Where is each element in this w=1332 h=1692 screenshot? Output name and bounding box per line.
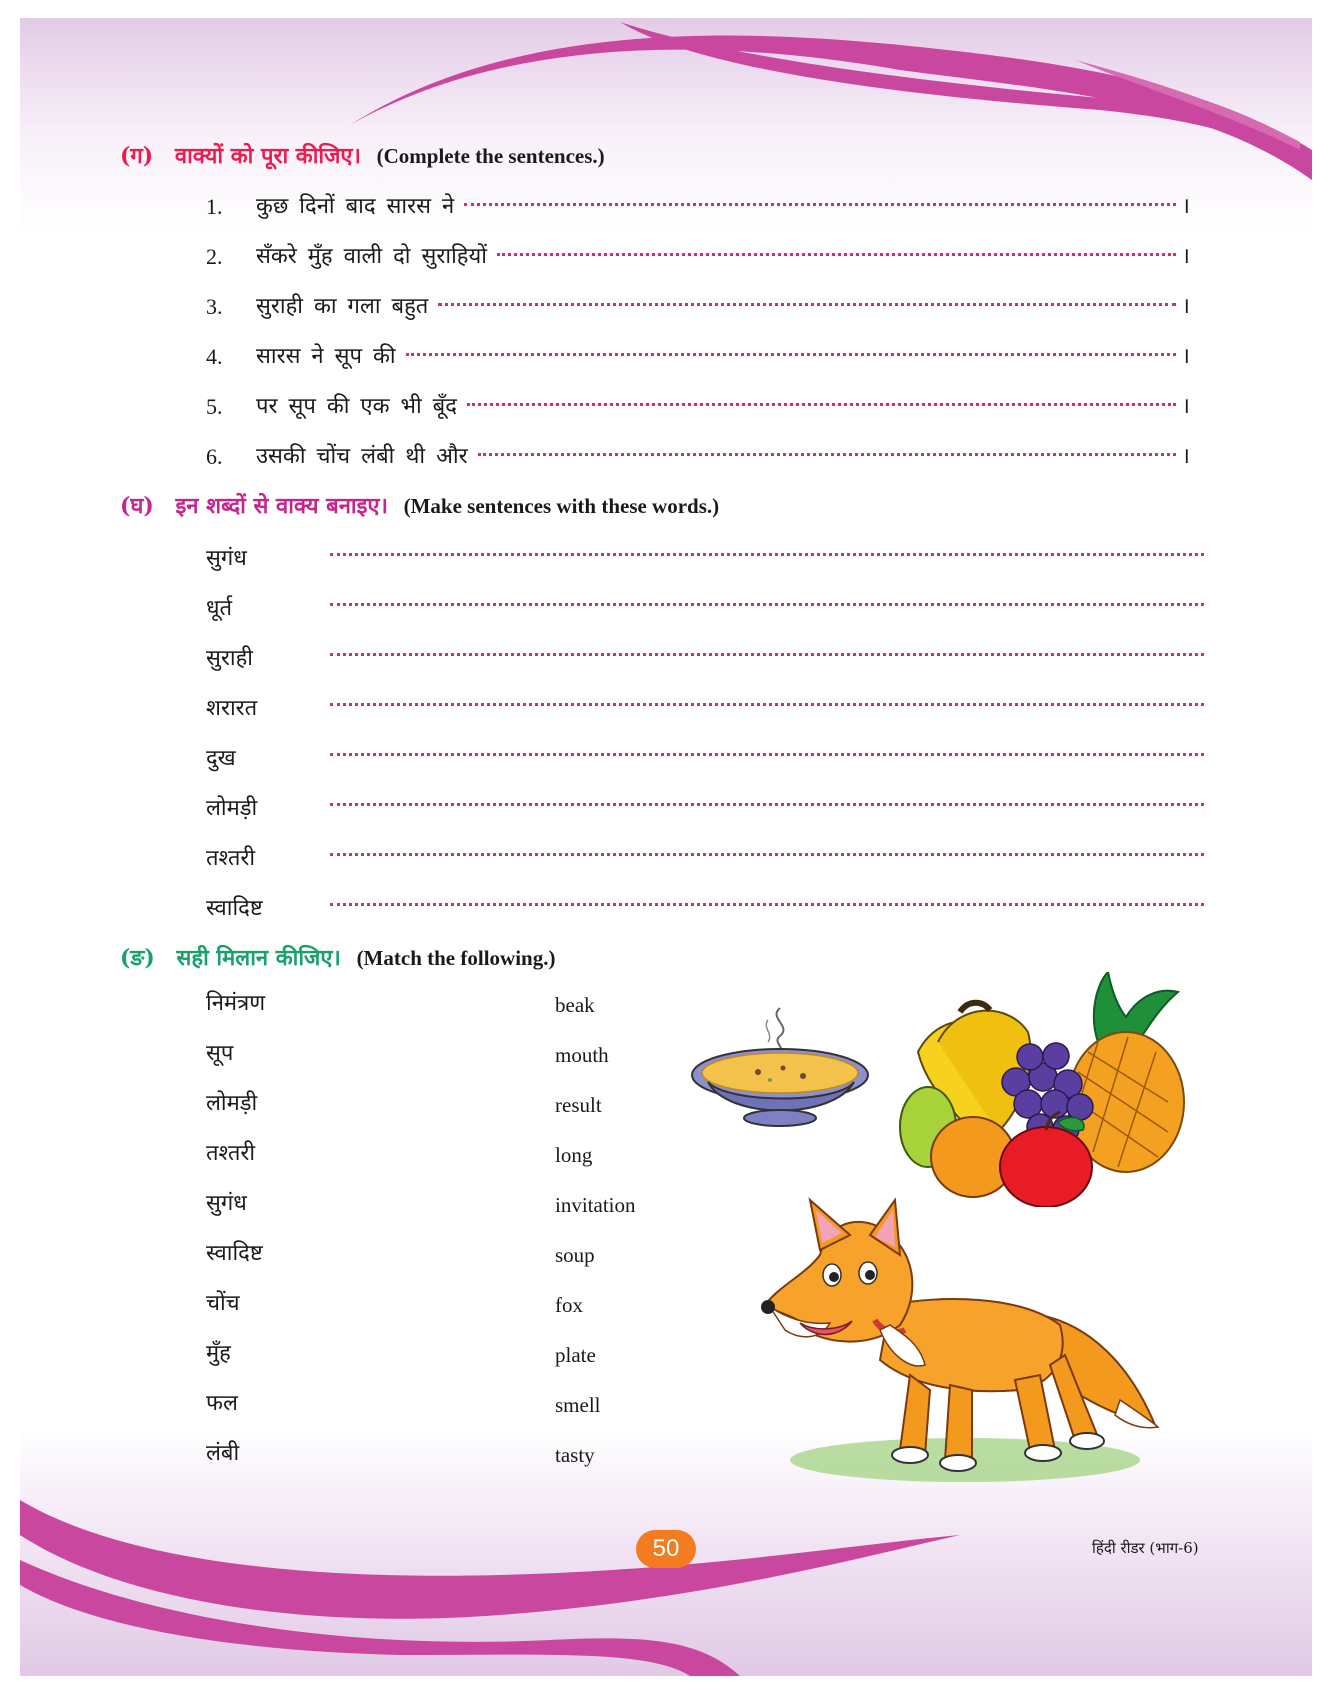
answer-blank[interactable] (330, 703, 1204, 706)
word-label: दुख (206, 746, 236, 771)
match-hindi-word[interactable]: स्वादिष्ट (206, 1241, 263, 1266)
match-english-word[interactable]: plate (555, 1343, 596, 1367)
word-sentence-row[interactable] (206, 882, 1204, 922)
page-number-badge: 50 (636, 1530, 696, 1568)
answer-blank[interactable] (438, 303, 1175, 306)
section-gh-marker: (घ) (120, 493, 154, 519)
section-g-marker: (ग) (120, 143, 154, 169)
match-english-word[interactable]: soup (555, 1243, 595, 1267)
section-g-subtitle: (Complete the sentences.) (376, 144, 605, 168)
word-label: सुराही (206, 646, 253, 671)
match-english-word[interactable]: smell (555, 1393, 601, 1417)
sentence-start: पर सूप की एक भी बूँद (256, 394, 457, 419)
item-number: 1. (206, 194, 223, 219)
fill-blank-row[interactable] (206, 434, 1190, 470)
match-english-word[interactable]: mouth (555, 1043, 609, 1067)
match-hindi-word[interactable]: तश्तरी (206, 1141, 256, 1166)
sentence-start: सुराही का गला बहुत (256, 294, 429, 319)
soup-bowl-illustration (688, 1000, 873, 1140)
answer-blank[interactable] (330, 853, 1204, 856)
match-english-word[interactable]: tasty (555, 1443, 595, 1467)
word-sentence-row[interactable] (206, 782, 1204, 822)
word-label: शरारत (206, 696, 258, 721)
word-sentence-row[interactable] (206, 732, 1204, 772)
match-hindi-word[interactable]: निमंत्रण (206, 991, 266, 1016)
fill-blank-row[interactable] (206, 234, 1190, 270)
word-label: स्वादिष्ट (206, 896, 263, 921)
fill-blank-row[interactable] (206, 334, 1190, 370)
fill-blank-row[interactable] (206, 384, 1190, 420)
fill-blank-row[interactable] (206, 184, 1190, 220)
word-sentence-row[interactable] (206, 582, 1204, 622)
word-sentence-row[interactable] (206, 832, 1204, 872)
section-g-heading (120, 140, 605, 170)
sentence-end: । (1181, 194, 1190, 219)
section-ng-marker: (ङ) (120, 945, 155, 971)
fruits-illustration (898, 972, 1188, 1207)
section-g-title: वाक्यों को पूरा कीजिए। (174, 143, 361, 169)
item-number: 3. (206, 294, 223, 319)
section-ng-subtitle: (Match the following.) (356, 946, 556, 970)
match-hindi-word[interactable]: सुगंध (206, 1191, 247, 1216)
answer-blank[interactable] (330, 753, 1204, 756)
sentence-start: सँकरे मुँह वाली दो सुराहियों (256, 244, 487, 269)
sentence-end: । (1181, 294, 1190, 319)
sentence-start: उसकी चोंच लंबी थी और (256, 444, 468, 469)
match-hindi-word[interactable]: लंबी (206, 1441, 240, 1466)
answer-blank[interactable] (467, 403, 1176, 406)
item-number: 5. (206, 394, 223, 419)
fox-illustration (760, 1195, 1170, 1495)
word-sentence-row[interactable] (206, 632, 1204, 672)
answer-blank[interactable] (330, 803, 1204, 806)
section-ng-title: सही मिलान कीजिए। (176, 945, 341, 971)
match-english-word[interactable]: fox (555, 1293, 583, 1317)
answer-blank[interactable] (330, 903, 1204, 906)
match-english-word[interactable]: long (555, 1143, 593, 1167)
item-number: 6. (206, 444, 223, 469)
fill-blank-row[interactable] (206, 284, 1190, 320)
book-title: हिंदी रीडर (भाग-6) (1092, 1539, 1199, 1557)
word-label: तश्तरी (206, 846, 256, 871)
match-hindi-word[interactable]: लोमड़ी (206, 1091, 258, 1116)
match-english-word[interactable]: result (555, 1093, 602, 1117)
answer-blank[interactable] (464, 203, 1175, 206)
item-number: 4. (206, 344, 223, 369)
word-label: सुगंध (206, 546, 247, 571)
word-label: लोमड़ी (206, 796, 258, 821)
answer-blank[interactable] (406, 353, 1176, 356)
answer-blank[interactable] (330, 553, 1204, 556)
word-sentence-row[interactable] (206, 682, 1204, 722)
section-ng-heading (120, 942, 555, 972)
sentence-start: सारस ने सूप की (256, 344, 396, 369)
answer-blank[interactable] (478, 453, 1176, 456)
match-hindi-word[interactable]: फल (206, 1391, 238, 1416)
word-label: धूर्त (206, 596, 233, 621)
sentence-end: । (1181, 394, 1190, 419)
match-hindi-word[interactable]: मुँह (206, 1341, 231, 1366)
sentence-start: कुछ दिनों बाद सारस ने (256, 194, 455, 219)
answer-blank[interactable] (330, 653, 1204, 656)
section-gh-subtitle: (Make sentences with these words.) (403, 494, 720, 518)
answer-blank[interactable] (497, 253, 1176, 256)
match-english-word[interactable]: invitation (555, 1193, 636, 1217)
sentence-end: । (1181, 344, 1190, 369)
sentence-end: । (1181, 244, 1190, 269)
section-gh-heading (120, 490, 719, 520)
answer-blank[interactable] (330, 603, 1204, 606)
sentence-end: । (1181, 444, 1190, 469)
word-sentence-row[interactable] (206, 532, 1204, 572)
match-hindi-word[interactable]: चोंच (206, 1291, 240, 1316)
match-english-word[interactable]: beak (555, 993, 595, 1017)
match-hindi-word[interactable]: सूप (206, 1041, 234, 1066)
section-gh-title: इन शब्दों से वाक्य बनाइए। (175, 493, 388, 519)
item-number: 2. (206, 244, 223, 269)
